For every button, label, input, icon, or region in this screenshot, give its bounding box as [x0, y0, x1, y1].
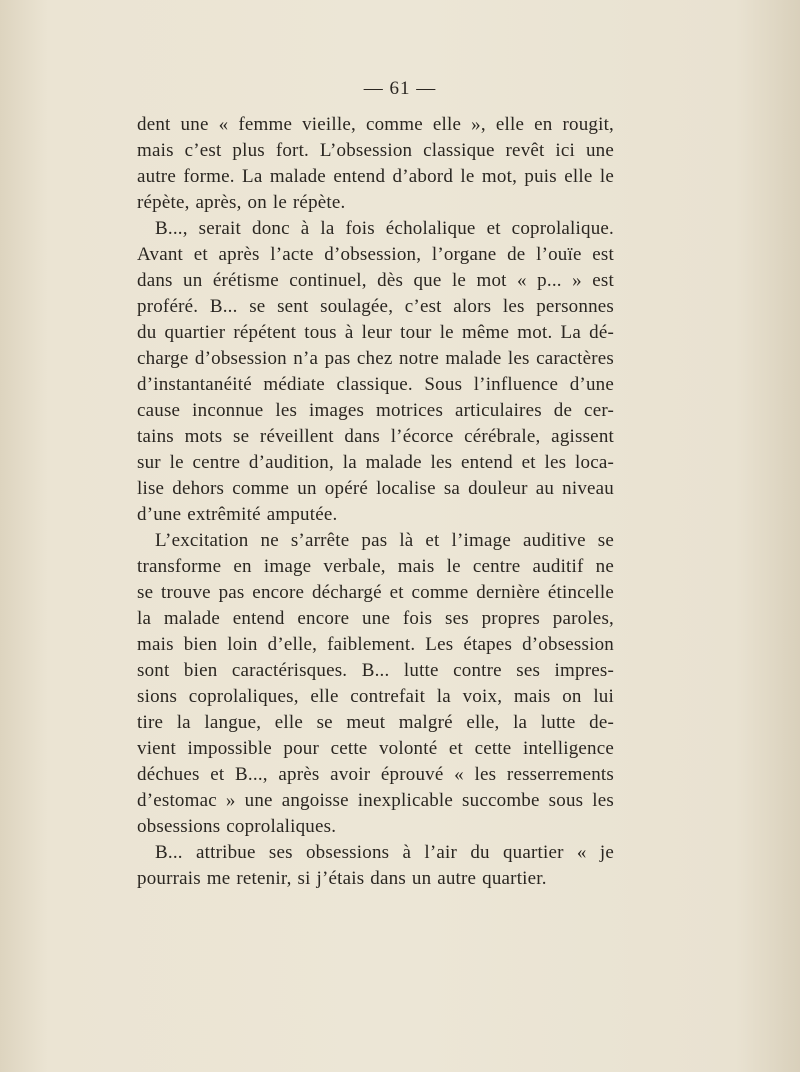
text-line: B..., serait donc à la fois écholalique et coprolalique. — [155, 218, 614, 239]
text-line: sont bien caractérisques. B... lutte contre ses impres- — [137, 660, 614, 681]
text-line: déchues et B..., après avoir éprouvé « les resserrements — [137, 764, 614, 785]
text-line: mais bien loin d’elle, faiblement. Les étapes d’obsession — [137, 634, 614, 655]
text-line: transforme en image verbale, mais le centre auditif ne — [137, 556, 614, 577]
text-line: d’instantanéité médiate classique. Sous l’influence d’une — [137, 374, 614, 395]
body-text — [137, 112, 614, 892]
text-line: lise dehors comme un opéré localise sa douleur au niveau — [137, 478, 614, 499]
text-line: dans un érétisme continuel, dès que le mot « p... » est — [137, 270, 614, 291]
text-line: cause inconnue les images motrices articulaires de cer- — [137, 400, 614, 421]
text-line: obsessions coprolaliques. — [137, 816, 337, 837]
text-line: autre forme. La malade entend d’abord le mot, puis elle le — [137, 166, 614, 187]
text-line: sions coprolaliques, elle contrefait la voix, mais on lui — [137, 686, 614, 707]
text-line: sur le centre d’audition, la malade les entend et les loca- — [137, 452, 614, 473]
text-line: d’estomac » une angoisse inexplicable succombe sous les — [137, 790, 614, 811]
text-line: Avant et après l’acte d’obsession, l’organe de l’ouïe est — [137, 244, 614, 265]
text-line: tire la langue, elle se meut malgré elle, la lutte de- — [137, 712, 614, 733]
text-line: mais c’est plus fort. L’obsession classique revêt ici une — [137, 140, 614, 161]
text-line: du quartier répétent tous à leur tour le même mot. La dé- — [137, 322, 614, 343]
text-line: proféré. B... se sent soulagée, c’est alors les personnes — [137, 296, 614, 317]
text-line: L’excitation ne s’arrête pas là et l’image auditive se — [155, 530, 614, 551]
text-line: répète, après, on le répète. — [137, 192, 346, 213]
text-line: dent une « femme vieille, comme elle », elle en rougit, — [137, 114, 614, 135]
text-line: pourrais me retenir, si j’étais dans un autre quartier. — [137, 868, 547, 889]
text-line: la malade entend encore une fois ses propres paroles, — [137, 608, 614, 629]
text-line: B... attribue ses obsessions à l’air du quartier « je — [155, 842, 614, 863]
page-number: — 61 — — [363, 78, 437, 99]
text-line: d’une extrêmité amputée. — [137, 504, 338, 525]
text-line: vient impossible pour cette volonté et cette intelligence — [137, 738, 614, 759]
text-line: charge d’obsession n’a pas chez notre malade les caractères — [137, 348, 614, 369]
text-line: tains mots se réveillent dans l’écorce cérébrale, agissent — [137, 426, 614, 447]
text-line: se trouve pas encore déchargé et comme dernière étincelle — [137, 582, 614, 603]
